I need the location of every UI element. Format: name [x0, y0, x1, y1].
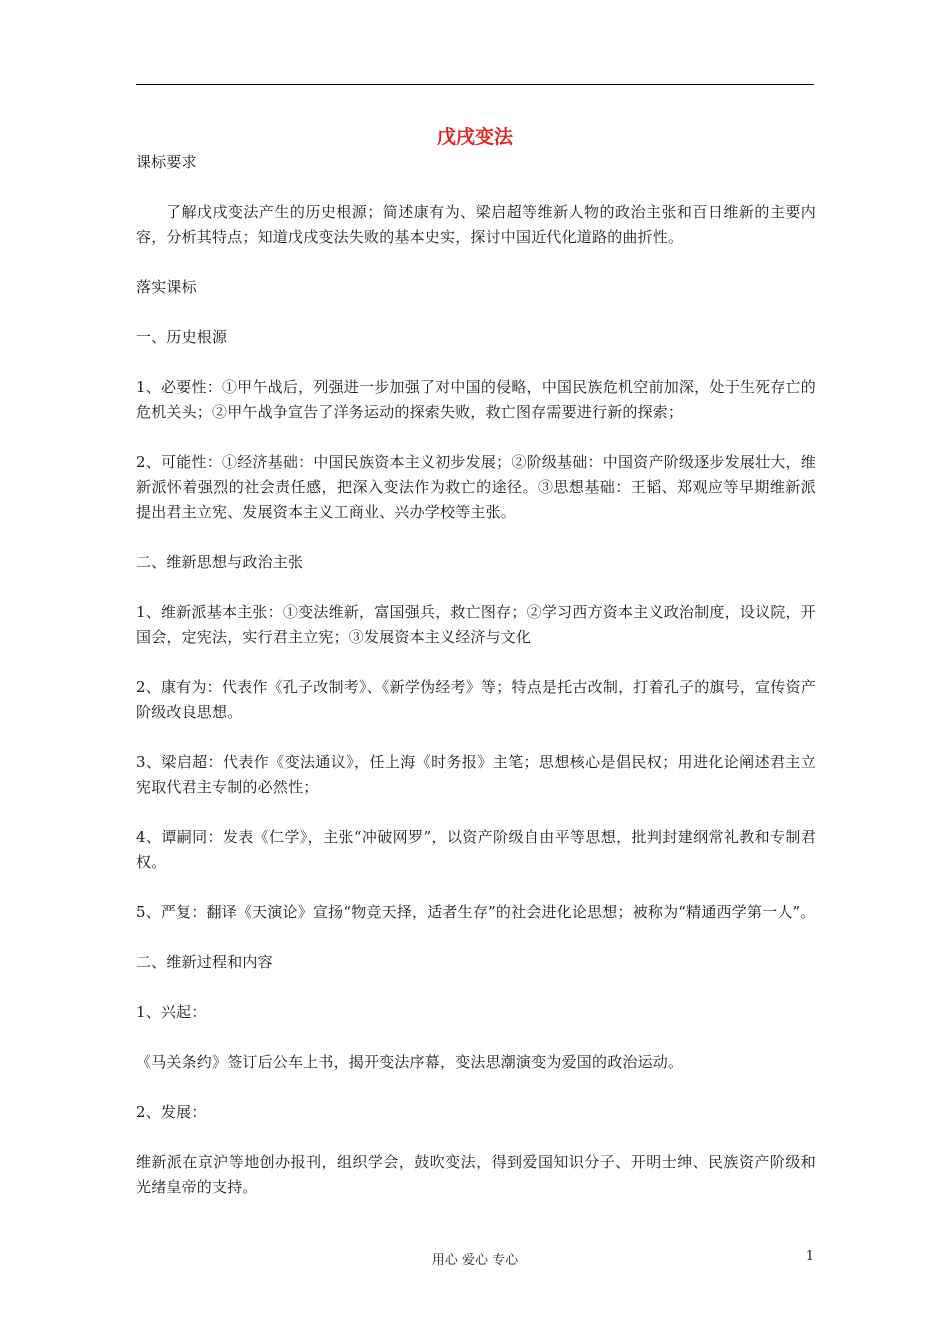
heading-reform-process: 二、维新过程和内容	[136, 953, 273, 971]
paragraph-yan-fu: 5、严复：翻译《天演论》宣扬“物竞天择，适者生存”的社会进化论思想；被称为“精通西学第一人”。	[136, 903, 816, 921]
header-rule	[136, 84, 814, 85]
heading-historical-roots: 一、历史根源	[136, 328, 228, 346]
paragraph-tan-sitong: 4、谭嗣同：发表《仁学》，主张“冲破网罗”，以资产阶级自由平等思想，批判封建纲常礼教和专制君权。	[136, 828, 816, 871]
paragraph-basic-claims: 1、维新派基本主张：①变法维新，富国强兵，救亡图存；②学习西方资本主义政治制度，设议院，开国会，定宪法，实行君主立宪；③发展资本主义经济与文化	[136, 603, 816, 646]
section-label-curriculum: 课标要求	[136, 153, 197, 171]
subheading-rise: 1、兴起：	[136, 1003, 207, 1021]
footer-motto: 用心 爱心 专心	[431, 1253, 519, 1268]
page-number: 1	[805, 1249, 814, 1264]
section-label-implementation: 落实课标	[136, 278, 197, 296]
subheading-development: 2、发展：	[136, 1103, 207, 1121]
paragraph-rise: 《马关条约》签订后公车上书，揭开变法序幕，变法思潮演变为爱国的政治运动。	[136, 1053, 684, 1071]
heading-reform-thought: 二、维新思想与政治主张	[136, 553, 304, 571]
paragraph-kang-youwei: 2、康有为：代表作《孔子改制考》、《新学伪经考》等；特点是托古改制，打着孔子的旗号，宣传资产阶级改良思想。	[136, 678, 816, 721]
paragraph-development: 维新派在京沪等地创办报刊，组织学会，鼓吹变法，得到爱国知识分子、开明士绅、民族资产阶级和光绪皇帝的支持。	[136, 1153, 816, 1196]
document-title: 戊戌变法	[436, 126, 513, 148]
paragraph-liang-qichao: 3、梁启超：代表作《变法通议》，任上海《时务报》主笔；思想核心是倡民权；用进化论阐述君主立宪取代君主专制的必然性；	[136, 753, 816, 796]
document-body	[136, 150, 816, 1200]
curriculum-paragraph: 了解戊戌变法产生的历史根源；简述康有为、梁启超等维新人物的政治主张和百日维新的主要内容，分析其特点；知道戊戌变法失败的基本史实，探讨中国近代化道路的曲折性。	[136, 203, 816, 246]
paragraph-possibility: 2、可能性：①经济基础：中国民族资本主义初步发展；②阶级基础：中国资产阶级逐步发展壮大，维新派怀着强烈的社会责任感，把深入变法作为救亡的途径。③思想基础：王韬、郑观应等早期维新派提出君主立宪、发展资本主义工商业、兴办学校等主张。	[136, 453, 816, 521]
paragraph-necessity: 1、必要性：①甲午战后，列强进一步加强了对中国的侵略，中国民族危机空前加深，处于生死存亡的危机关头；②甲午战争宣告了洋务运动的探索失败，救亡图存需要进行新的探索；	[136, 378, 816, 421]
